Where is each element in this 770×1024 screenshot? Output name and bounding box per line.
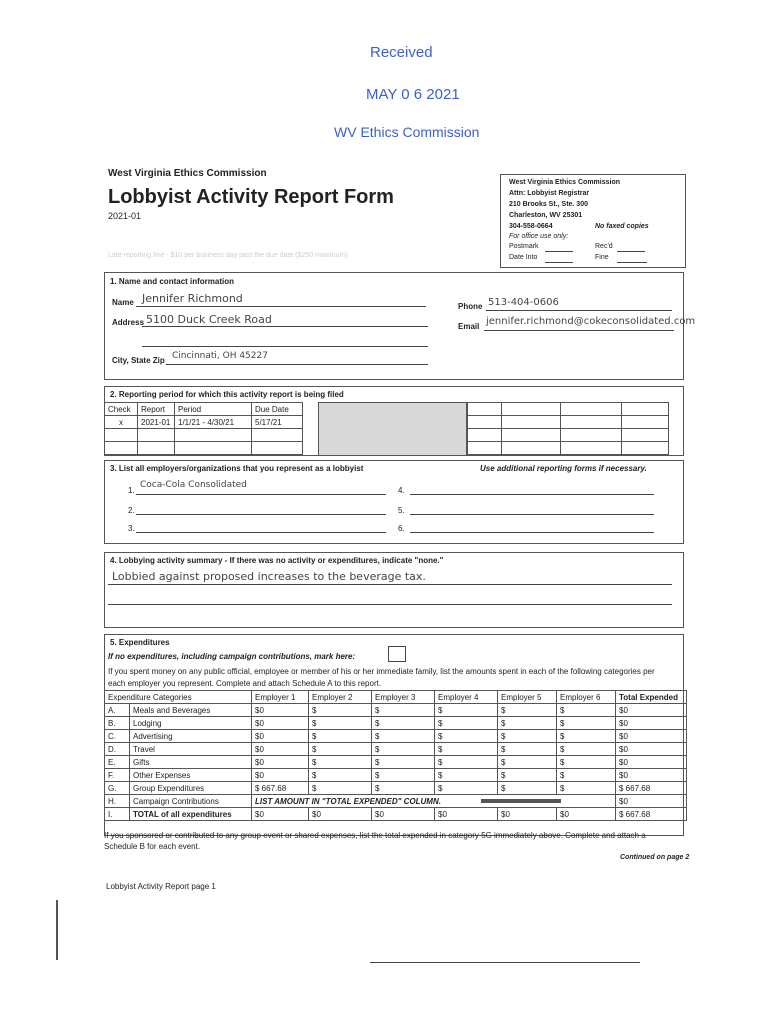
amount-cell[interactable]: $0 xyxy=(252,730,309,743)
amount-cell[interactable]: $ xyxy=(498,743,557,756)
expenditures-table xyxy=(104,690,687,821)
amount-cell[interactable]: $ xyxy=(309,717,372,730)
amount-cell[interactable]: $0 xyxy=(616,717,687,730)
mail-line: Rec'd xyxy=(595,243,613,250)
additional-forms-note: Use additional reporting forms if necessary. xyxy=(480,464,647,473)
amount-cell[interactable]: $ xyxy=(557,782,616,795)
expenditure-row xyxy=(105,730,687,743)
amount-cell[interactable]: $0 xyxy=(616,769,687,782)
amount-cell[interactable]: $ xyxy=(309,743,372,756)
amount-cell[interactable]: $ xyxy=(372,730,435,743)
campaign-total[interactable]: $0 xyxy=(616,795,687,808)
expenditure-row xyxy=(105,717,687,730)
amount-cell[interactable]: $ xyxy=(557,704,616,717)
city-field[interactable]: Cincinnati, OH 45227 xyxy=(172,351,268,361)
total-cell[interactable]: $ 667.68 xyxy=(616,808,687,821)
report-cell: 2021-01 xyxy=(138,416,175,429)
mail-line: Date Into xyxy=(509,254,538,261)
row-category: Travel xyxy=(130,743,252,756)
row-letter: C. xyxy=(105,730,130,743)
amount-cell[interactable]: $ xyxy=(372,704,435,717)
amount-cell[interactable]: $ xyxy=(557,743,616,756)
col-period: Period xyxy=(175,403,252,416)
period-table-right xyxy=(466,402,669,455)
amount-cell[interactable]: $ 667.68 xyxy=(252,782,309,795)
shaded-area xyxy=(318,402,468,456)
amount-cell[interactable]: $ xyxy=(498,782,557,795)
city-label: City, State Zip xyxy=(112,356,165,365)
row-letter: A. xyxy=(105,704,130,717)
expenditure-row xyxy=(105,704,687,717)
due-cell: 5/17/21 xyxy=(252,416,303,429)
amount-cell[interactable]: $ xyxy=(372,743,435,756)
amount-cell[interactable]: $ xyxy=(435,782,498,795)
expenditure-row xyxy=(105,782,687,795)
amount-cell[interactable]: $ xyxy=(309,756,372,769)
employer-num: 2. xyxy=(128,506,135,515)
row-letter: I. xyxy=(105,808,130,821)
continued-note: Continued on page 2 xyxy=(620,854,690,861)
amount-cell[interactable]: $ xyxy=(557,769,616,782)
amount-cell[interactable]: $0 xyxy=(616,704,687,717)
mail-line: Attn: Lobbyist Registrar xyxy=(509,190,590,197)
col-header: Employer 5 xyxy=(498,691,557,704)
expenditure-row xyxy=(105,743,687,756)
col-report: Report xyxy=(138,403,175,416)
employer-1-field[interactable]: Coca-Cola Consolidated xyxy=(140,480,247,490)
phone-field[interactable]: 513-404-0606 xyxy=(488,297,559,308)
expenditures-footer: If you sponsored or contributed to any group event or shared expenses, list the total expended in category 5G immediately above. Complete and attach a Schedule B for each event. xyxy=(104,831,646,851)
row-category: Lodging xyxy=(130,717,252,730)
activity-summary-field[interactable]: Lobbied against proposed increases to the beverage tax. xyxy=(112,570,426,583)
address-field[interactable]: 5100 Duck Creek Road xyxy=(146,313,272,326)
amount-cell[interactable]: $ xyxy=(372,717,435,730)
employer-num: 4. xyxy=(398,486,405,495)
amount-cell[interactable]: $ xyxy=(309,769,372,782)
mail-line: 304-558-0664 xyxy=(509,223,553,230)
row-letter: G. xyxy=(105,782,130,795)
col-header: Employer 6 xyxy=(557,691,616,704)
row-letter: H. xyxy=(105,795,130,808)
amount-cell[interactable]: $ xyxy=(435,743,498,756)
col-due: Due Date xyxy=(252,403,303,416)
expenditure-row xyxy=(105,769,687,782)
col-header: Employer 4 xyxy=(435,691,498,704)
email-field[interactable]: jennifer.richmond@cokeconsolidated.com xyxy=(486,316,696,327)
employer-num: 6. xyxy=(398,524,405,533)
form-title: Lobbyist Activity Report Form xyxy=(108,186,394,208)
amount-cell[interactable]: $0 xyxy=(252,704,309,717)
row-category: Other Expenses xyxy=(130,769,252,782)
col-header: Employer 2 xyxy=(309,691,372,704)
mail-line: 210 Brooks St., Ste. 300 xyxy=(509,201,588,208)
amount-cell[interactable]: $ xyxy=(498,730,557,743)
no-expenditures-label: If no expenditures, including campaign contributions, mark here: xyxy=(108,652,356,661)
amount-cell[interactable]: $ xyxy=(435,704,498,717)
period-cell: 1/1/21 - 4/30/21 xyxy=(175,416,252,429)
amount-cell[interactable]: $ xyxy=(498,769,557,782)
amount-cell[interactable]: $ xyxy=(557,730,616,743)
amount-cell[interactable]: $ xyxy=(435,730,498,743)
amount-cell[interactable]: $ xyxy=(498,717,557,730)
mail-line: No faxed copies xyxy=(595,223,649,230)
mail-line: Charleston, WV 25301 xyxy=(509,212,583,219)
employer-num: 5. xyxy=(398,506,405,515)
row-category: Meals and Beverages xyxy=(130,704,252,717)
period-table xyxy=(104,402,303,455)
amount-cell[interactable]: $ xyxy=(557,717,616,730)
received-date-stamp: MAY 0 6 2021 xyxy=(366,86,460,103)
total-cell[interactable]: $0 xyxy=(372,808,435,821)
amount-cell[interactable]: $ 667.68 xyxy=(616,782,687,795)
mail-line: For office use only: xyxy=(509,233,569,240)
amount-cell[interactable]: $ xyxy=(309,730,372,743)
arrow-icon xyxy=(481,799,561,803)
total-cell[interactable]: $0 xyxy=(498,808,557,821)
email-label: Email xyxy=(458,322,480,331)
row-category: TOTAL of all expenditures xyxy=(130,808,252,821)
total-cell[interactable]: $0 xyxy=(309,808,372,821)
amount-cell[interactable]: $0 xyxy=(252,769,309,782)
name-label: Name xyxy=(112,298,134,307)
address-label: Address xyxy=(112,318,145,327)
section-1-heading: 1. Name and contact information xyxy=(110,277,235,286)
amount-cell[interactable]: $ xyxy=(372,782,435,795)
row-category: Group Expenditures xyxy=(130,782,252,795)
section-2-heading: 2. Reporting period for which this activity report is being filed xyxy=(110,390,344,399)
col-header: Employer 3 xyxy=(372,691,435,704)
section-5-heading: 5. Expenditures xyxy=(110,638,170,647)
row-letter: D. xyxy=(105,743,130,756)
expenditure-row xyxy=(105,756,687,769)
row-letter: B. xyxy=(105,717,130,730)
mail-line: West Virginia Ethics Commission xyxy=(509,179,620,186)
amount-cell[interactable]: $ xyxy=(435,717,498,730)
mail-line: Postmark xyxy=(509,243,539,250)
no-expenditures-checkbox[interactable] xyxy=(388,646,406,662)
amount-cell[interactable]: $ xyxy=(498,704,557,717)
row-category: Gifts xyxy=(130,756,252,769)
total-cell[interactable]: $0 xyxy=(252,808,309,821)
phone-label: Phone xyxy=(458,302,483,311)
total-cell[interactable]: $0 xyxy=(435,808,498,821)
check-cell[interactable]: x xyxy=(105,416,138,429)
amount-cell[interactable]: $ xyxy=(309,782,372,795)
amount-cell[interactable]: $ xyxy=(435,756,498,769)
row-letter: F. xyxy=(105,769,130,782)
mailing-address-box xyxy=(500,174,686,268)
section-3-heading: 3. List all employers/organizations that you represent as a lobbyist xyxy=(110,464,364,473)
scan-edge xyxy=(56,900,58,960)
section-4-heading: 4. Lobbying activity summary - If there was no activity or expenditures, indicate "none." xyxy=(110,556,444,565)
org-name: West Virginia Ethics Commission xyxy=(108,168,267,179)
form-code: 2021-01 xyxy=(108,211,142,221)
amount-cell[interactable]: $0 xyxy=(252,743,309,756)
amount-cell[interactable]: $ xyxy=(557,756,616,769)
amount-cell[interactable]: $0 xyxy=(616,743,687,756)
name-field[interactable]: Jennifer Richmond xyxy=(142,292,243,305)
amount-cell[interactable]: $ xyxy=(372,756,435,769)
mail-line: Fine xyxy=(595,254,609,261)
amount-cell[interactable]: $0 xyxy=(252,717,309,730)
received-stamp: Received xyxy=(370,44,433,61)
row-letter: E. xyxy=(105,756,130,769)
employer-num: 1. xyxy=(128,486,135,495)
amount-cell[interactable]: $0 xyxy=(252,756,309,769)
employer-num: 3. xyxy=(128,524,135,533)
col-header: Total Expended xyxy=(616,691,687,704)
amount-cell[interactable]: $ xyxy=(435,769,498,782)
amount-cell[interactable]: $0 xyxy=(616,730,687,743)
page-footer: Lobbyist Activity Report page 1 xyxy=(106,882,216,891)
row-category: Advertising xyxy=(130,730,252,743)
late-fine-note: Late reporting fine - $10 per business day past the due date ($250 maximum) xyxy=(108,252,348,259)
col-check: Check xyxy=(105,403,138,416)
amount-cell[interactable]: $ xyxy=(309,704,372,717)
col-header: Employer 1 xyxy=(252,691,309,704)
campaign-note: LIST AMOUNT IN "TOTAL EXPENDED" COLUMN. xyxy=(252,795,616,808)
col-header: Expenditure Categories xyxy=(105,691,252,704)
amount-cell[interactable]: $ xyxy=(498,756,557,769)
row-category: Campaign Contributions xyxy=(130,795,252,808)
agency-stamp: WV Ethics Commission xyxy=(334,124,480,140)
expenditures-intro: If you spent money on any public official, employee or member of his or her immediate family, list the amounts spent in each of the following categories per each employer you represent. Complete and attach Schedule A to this report. xyxy=(108,667,655,688)
total-cell[interactable]: $0 xyxy=(557,808,616,821)
amount-cell[interactable]: $0 xyxy=(616,756,687,769)
amount-cell[interactable]: $ xyxy=(372,769,435,782)
